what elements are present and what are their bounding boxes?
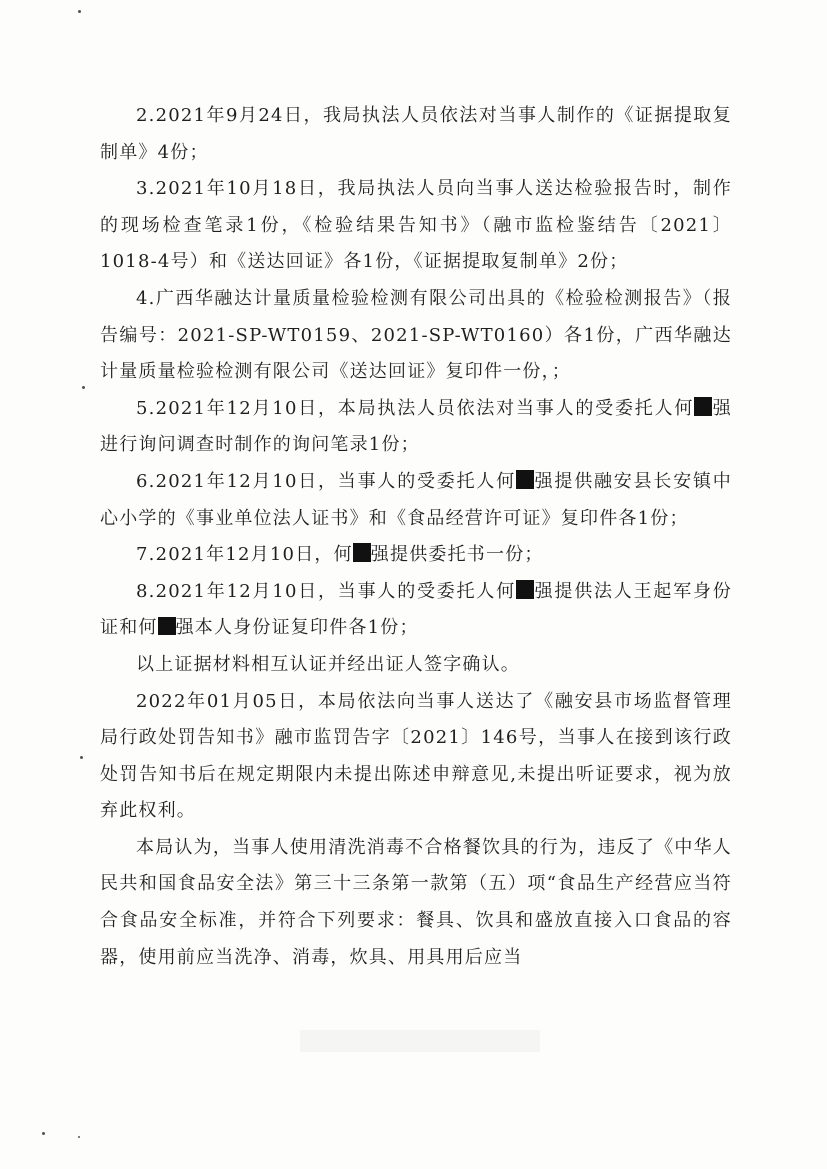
para-text: 4.广西华融达计量质量检验检测有限公司出具的《检验检测报告》（报告编号：2021-SP-WT0159、2021-SP-WT0160）各1份，广西华融达计量质量检验检测有限公司《送达回证》复印件一份，； [100, 287, 732, 383]
para-text: 3.2021年10月18日，我局执法人员向当事人送达检验报告时，制作的现场检查笔录1份，《检验结果告知书》（融市监检鉴结告〔2021〕1018-4号）和《送达回证》各1份，《证据提取复制单》2份； [100, 178, 732, 273]
redaction-block [516, 470, 534, 489]
redaction-block [353, 543, 371, 562]
evidence-item-6 [100, 464, 732, 537]
scan-speck [78, 1136, 80, 1138]
redaction-block [158, 617, 176, 636]
para-text: 强进行询问调查时制作的询问笔录1份； [100, 397, 732, 456]
document-body [100, 98, 732, 976]
para-text: 以上证据材料相互认证并经出证人签字确认。 [136, 653, 520, 675]
notice-paragraph [100, 684, 732, 830]
para-text: 强提供委托书一份； [370, 544, 544, 566]
evidence-item-4 [100, 281, 732, 391]
evidence-item-3 [100, 171, 732, 281]
redaction-block [516, 580, 534, 599]
evidence-item-5 [100, 391, 732, 464]
para-text: 2.2021年9月24日，我局执法人员依法对当事人制作的《证据提取复制单》4份； [100, 105, 732, 163]
para-text: 强提供融安县长安镇中心小学的《事业单位法人证书》和《食品经营许可证》复印件各1份； [100, 470, 733, 529]
para-text: 5.2021年12月10日，本局执法人员依法对当事人的受委托人何 [136, 397, 695, 419]
para-text: 强提供法人王起军身份证和何 [100, 580, 733, 639]
para-text: 强本人身份证复印件各1份； [175, 617, 419, 639]
evidence-item-7 [100, 537, 732, 574]
bleed-through-shadow [300, 1030, 540, 1052]
scan-speck [42, 1132, 45, 1135]
para-text: 本局认为，当事人使用清洗消毒不合格餐饮具的行为，违反了《中华人民共和国食品安全法》第三十三条第一款第（五）项“食品生产经营应当符合食品安全标准，并符合下列要求：餐具、饮具和盛放直接入口食品的容器，使用前应当洗净、消毒，炊具、用具用后应当 [100, 836, 732, 968]
para-text: 2022年01月05日，本局依法向当事人送达了《融安县市场监督管理局行政处罚告知书》融市监罚告字〔2021〕146号，当事人在接到该行政处罚告知书后在规定期限内未提出陈述申辩意见,未提出听证要求，视为放弃此权利。 [100, 690, 732, 822]
scan-speck [80, 756, 83, 759]
scan-speck [78, 10, 81, 13]
scan-speck [82, 386, 85, 389]
finding-paragraph [100, 830, 732, 976]
evidence-item-2 [100, 98, 732, 171]
evidence-item-8 [100, 574, 732, 647]
redaction-block [694, 397, 712, 416]
para-text: 7.2021年12月10日，何 [136, 544, 353, 566]
evidence-summary [100, 647, 732, 684]
para-text: 6.2021年12月10日，当事人的受委托人何 [136, 470, 516, 492]
para-text: 8.2021年12月10日，当事人的受委托人何 [136, 580, 516, 602]
